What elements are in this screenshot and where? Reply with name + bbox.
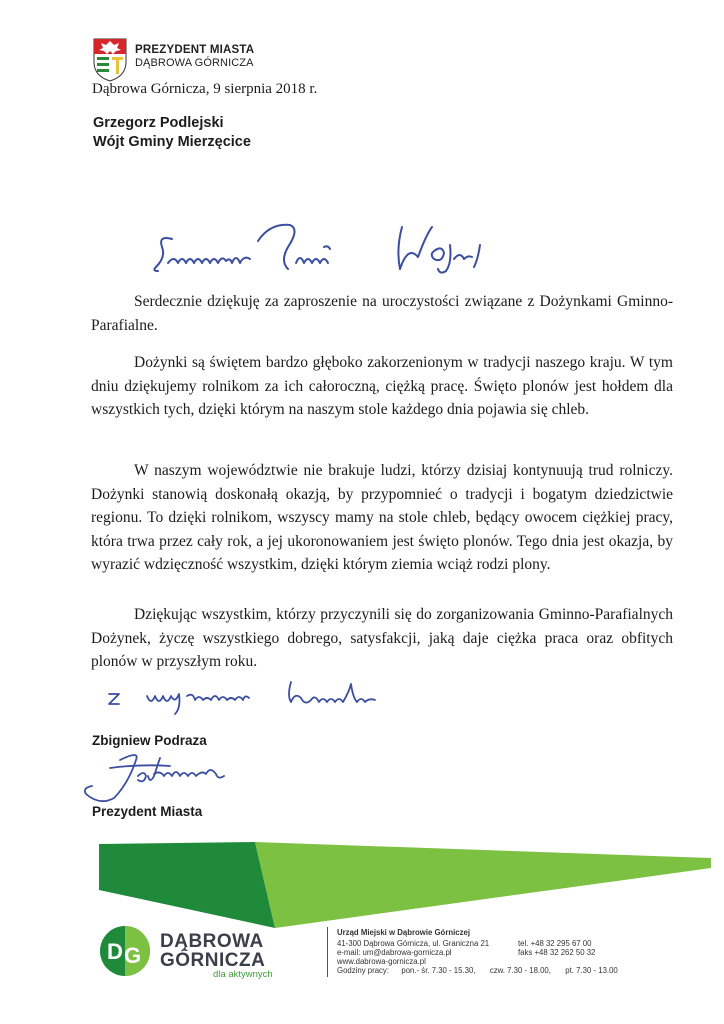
hours-mon-wed: pon.- śr. 7.30 - 15.30, bbox=[401, 966, 476, 975]
office-email[interactable]: e-mail: um@dabrowa-gornicza.pl bbox=[337, 948, 452, 957]
hours-fri: pt. 7.30 - 13.00 bbox=[565, 966, 618, 975]
hours-label: Godziny pracy: bbox=[337, 966, 390, 975]
paragraph-2: Dożynki są świętem bardzo głęboko zakorzenionym w tradycji naszego kraju. W tym dniu dziękujemy rolnikom za ich całoroczną, ciężką pracę. Święto plonów jest hołdem dla wszystkich tych, dzięki którym na naszym stole każdego dnia pojawia się chleb. bbox=[91, 354, 673, 418]
header-title: PREZYDENT MIASTA bbox=[135, 44, 255, 56]
recipient-name: Grzegorz Podlejski bbox=[93, 115, 224, 131]
dabrowa-gornicza-logo bbox=[99, 925, 151, 977]
footer-divider bbox=[327, 927, 328, 977]
header-subtitle: DĄBROWA GÓRNICZA bbox=[135, 57, 254, 69]
paragraph-3: W naszym województwie nie brakuje ludzi, którzy dzisiaj kontynuują trud rolniczy. Dożynki stanowią doskonałą okazją, by przypomnieć o tradycji i bogatym dziedzictwie regionu. To dzięki rolnikom, wszyscy mamy na stole chleb, będący owocem ciężkiej pracy, która trwa przez cały rok, a jej ukoronowaniem jest święto plonów. Tego dnia jest okazja, by wyrazić wdzięczność wszystkim, dzięki którym ziemia wciąż rodzi plony. bbox=[91, 462, 673, 573]
office-fax: faks +48 32 262 50 32 bbox=[518, 948, 596, 957]
date-line: Dąbrowa Górnicza, 9 sierpnia 2018 r. bbox=[92, 81, 318, 97]
brand-tagline: dla aktywnych bbox=[213, 969, 273, 980]
handwritten-closing bbox=[105, 676, 395, 716]
paragraph-4: Dziękując wszystkim, którzy przyczynili się do zorganizowania Gminno-Parafialnych Dożynek, życzę wszystkiego dobrego, satysfakcji, jaką daje ciężka praca oraz obfitych plonów w przyszłym roku. bbox=[91, 606, 673, 670]
city-crest-logo bbox=[93, 38, 127, 82]
office-name: Urząd Miejski w Dąbrowie Górniczej bbox=[337, 928, 471, 937]
office-hours bbox=[337, 966, 618, 975]
paragraph-1: Serdecznie dziękuję za zaproszenie na uroczystości związane z Dożynkami Gminno-Parafialne. bbox=[91, 293, 673, 334]
signatory-name: Zbigniew Podraza bbox=[92, 733, 207, 748]
hours-thu: czw. 7.30 - 18.00, bbox=[489, 966, 551, 975]
office-phone: tel. +48 32 295 67 00 bbox=[518, 939, 592, 948]
recipient-position: Wójt Gminy Mierzęcice bbox=[93, 134, 251, 150]
handwritten-salutation bbox=[150, 205, 500, 285]
svg-text:G: G bbox=[124, 943, 142, 968]
signatory-title: Prezydent Miasta bbox=[92, 804, 203, 819]
svg-text:D: D bbox=[107, 939, 123, 964]
green-decorative-band bbox=[95, 840, 715, 930]
brand-line-1: DĄBROWA bbox=[160, 931, 264, 952]
handwritten-signature bbox=[80, 746, 250, 808]
brand-line-2: GÓRNICZA bbox=[160, 950, 266, 971]
office-website[interactable]: www.dabrowa-gornicza.pl bbox=[337, 957, 426, 966]
office-address: 41-300 Dąbrowa Górnicza, ul. Graniczna 21 bbox=[337, 939, 490, 948]
